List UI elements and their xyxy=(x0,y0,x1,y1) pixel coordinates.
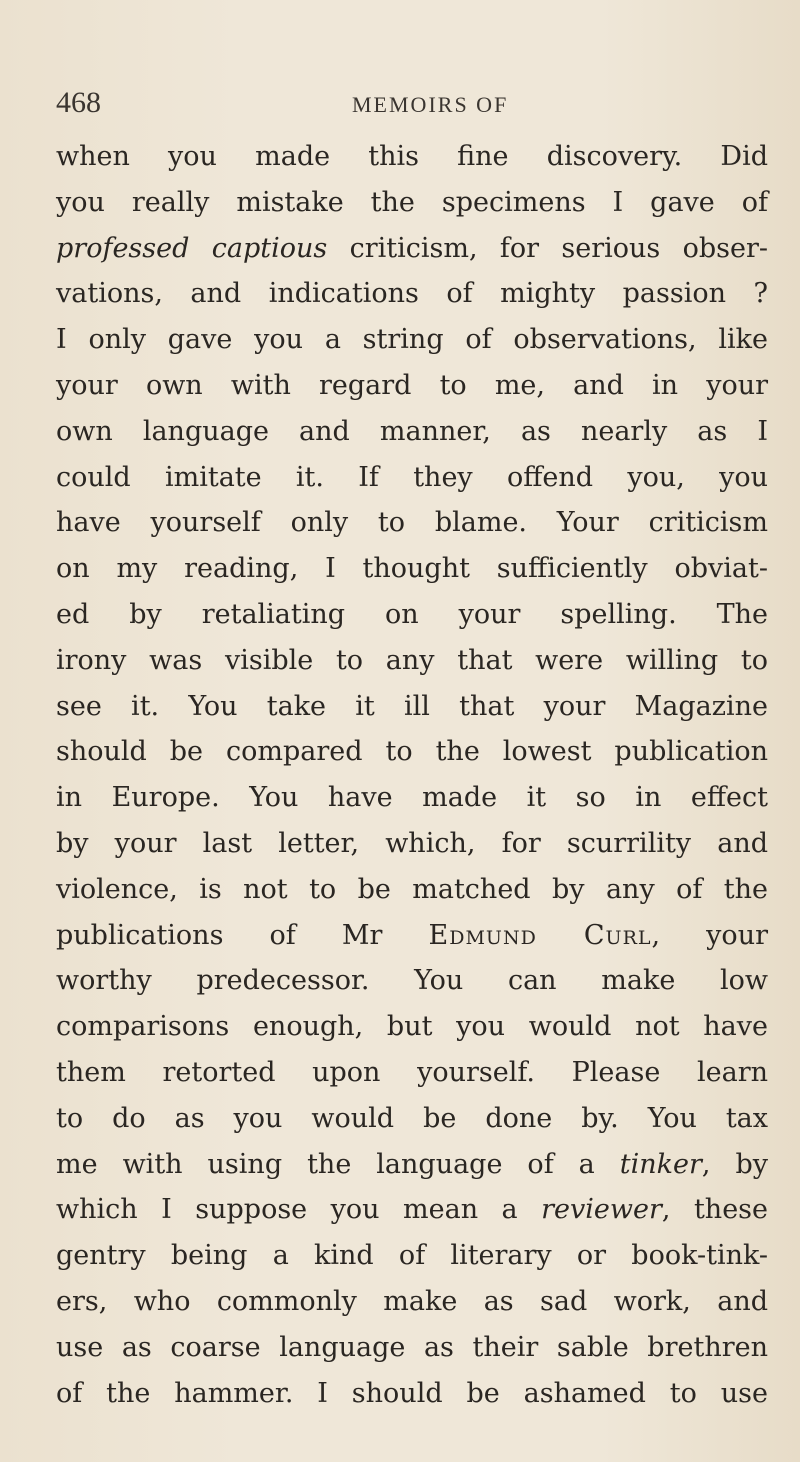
text-line-10: on my reading, I thought sufficiently obviat- xyxy=(56,553,768,585)
text-line-27: use as coarse language as their sable brethren xyxy=(56,1331,768,1363)
text-line-6: your own with regard to me, and in your xyxy=(56,369,768,401)
text-line-17: violence, is not to be matched by any of the xyxy=(56,873,768,905)
page-number: 468 xyxy=(56,86,101,119)
text-line-3: professed captious criticism, for serious obser- xyxy=(56,232,768,264)
text-line-28: of the hammer. I should be ashamed to use xyxy=(56,1377,768,1409)
text-line-5: I only gave you a string of observations, like xyxy=(56,324,768,356)
text-line-21: them retorted upon yourself. Please learn xyxy=(56,1056,768,1088)
text-line-11: ed by retaliating on your spelling. The xyxy=(56,598,768,630)
text-line-23: me with using the language of a tinker, by xyxy=(56,1148,768,1180)
page-header xyxy=(56,86,756,126)
text-line-13: see it. You take it ill that your Magazine xyxy=(56,690,768,722)
italic-word: reviewer xyxy=(541,1194,662,1226)
text-line-4: vations, and indications of mighty passion ? xyxy=(56,278,768,310)
text-line-24: which I suppose you mean a reviewer, these xyxy=(56,1194,769,1226)
text-line-20: comparisons enough, but you would not have xyxy=(56,1011,768,1043)
italic-word: tinker xyxy=(619,1148,702,1180)
text-line-8: could imitate it. If they offend you, you xyxy=(56,461,768,493)
text-line-25: gentry being a kind of literary or book-tink- xyxy=(56,1240,768,1272)
running-head: MEMOIRS OF xyxy=(352,92,509,117)
text-line-12: irony was visible to any that were willing to xyxy=(56,644,768,676)
text-line-19: worthy predecessor. You can make low xyxy=(56,965,768,997)
text-line-14: should be compared to the lowest publication xyxy=(56,736,768,768)
text-line-15: in Europe. You have made it so in effect xyxy=(56,782,768,814)
text-line-18: publications of Mr Edmund Curl, your xyxy=(56,919,768,951)
text-line-9: have yourself only to blame. Your criticism xyxy=(56,507,768,539)
text-line-2: you really mistake the specimens I gave of xyxy=(56,186,768,218)
text-line-22: to do as you would be done by. You tax xyxy=(56,1102,768,1134)
text-line-1: when you made this fine discovery. Did xyxy=(56,141,768,172)
small-caps-name: Edmund Curl xyxy=(428,919,652,951)
text-line-16: by your last letter, which, for scurrility and xyxy=(56,827,768,859)
text-line-26: ers, who commonly make as sad work, and xyxy=(56,1285,768,1317)
text-line-7: own language and manner, as nearly as I xyxy=(56,415,768,447)
body-text xyxy=(56,134,776,1416)
italic-phrase: professed captious xyxy=(56,232,328,264)
